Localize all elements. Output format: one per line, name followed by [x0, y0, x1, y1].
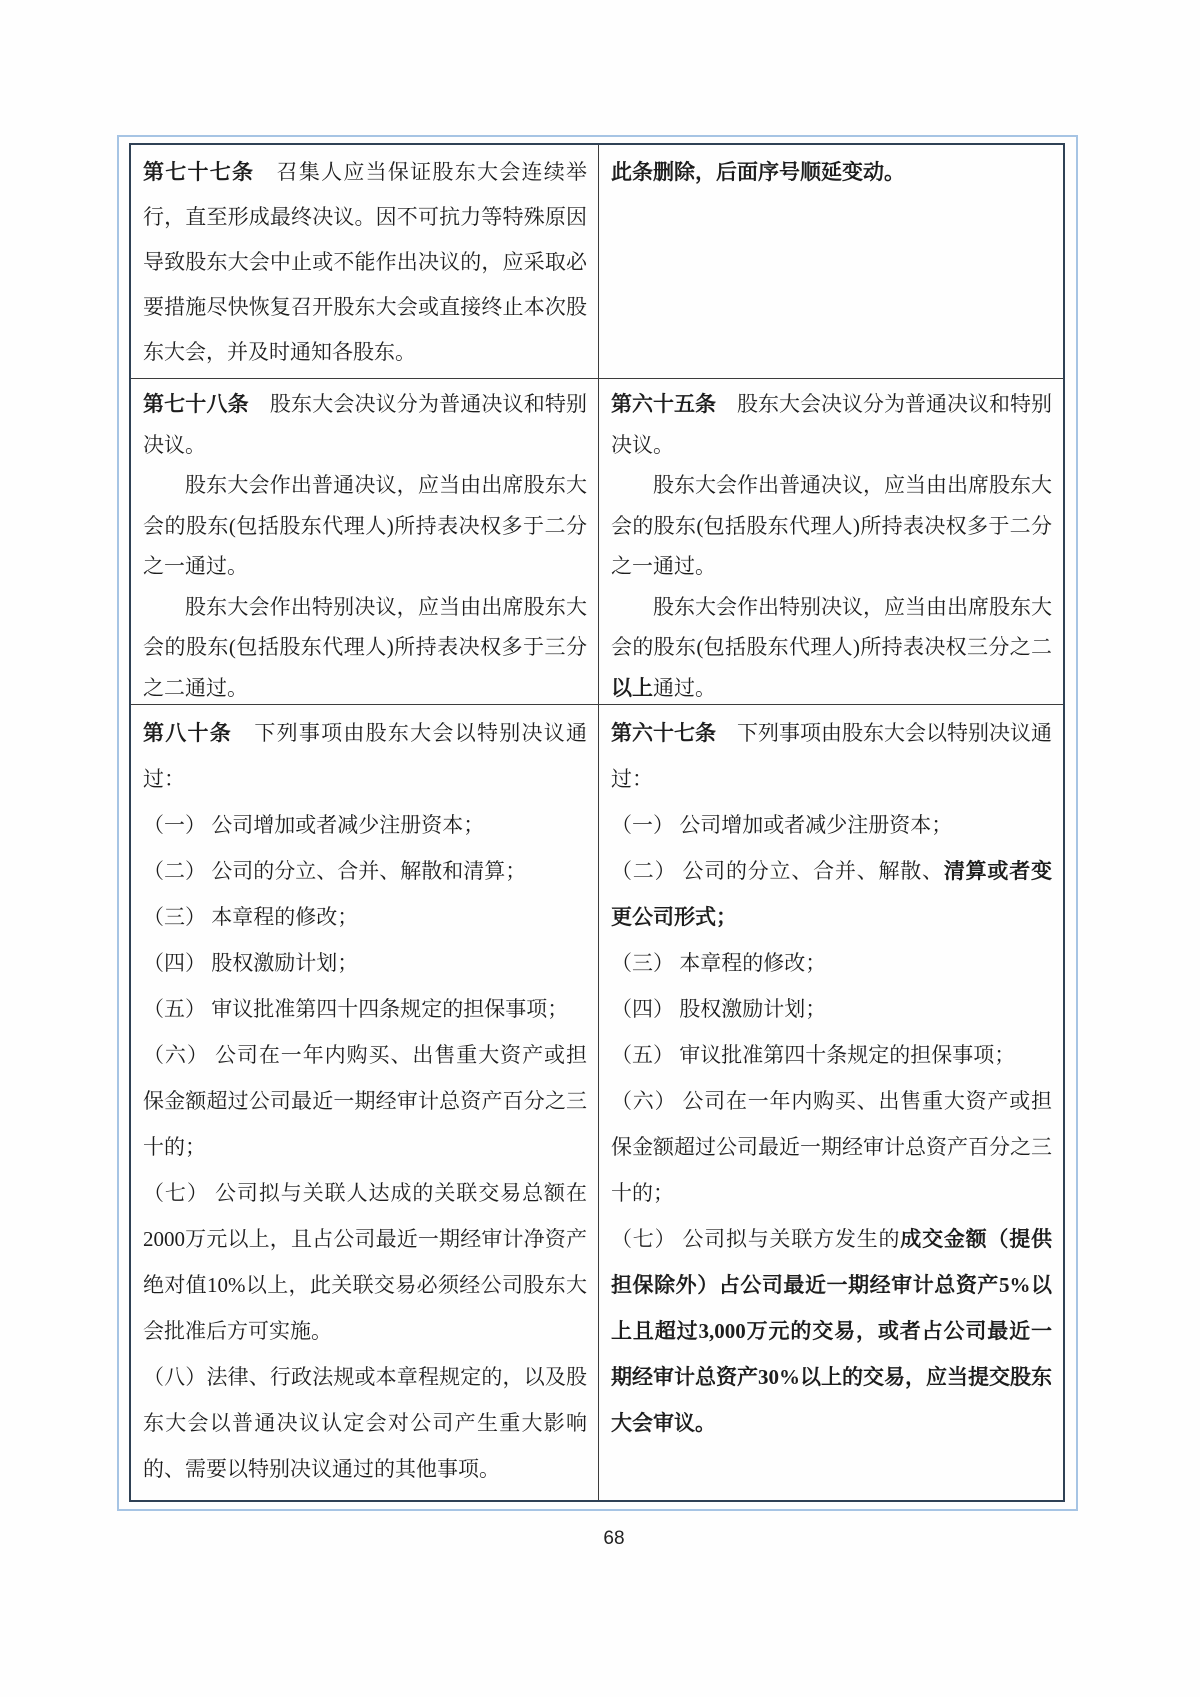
table-row — [131, 704, 1063, 1500]
clause-text: （五） 审议批准第四十条规定的担保事项； — [611, 1043, 1016, 1067]
emphasized-text: 以上 — [611, 675, 653, 700]
clause-text: （七） 公司拟与关联方发生的 — [611, 1227, 901, 1251]
clause-text: （六） 公司在一年内购买、出售重大资产或担保金额超过公司最近一期经审计总资产百分之三十的； — [143, 1043, 587, 1159]
emphasized-text: 成交金额（提供担保除外）占公司最近一期经审计总资产5%以上且超过3,000万元的交易，或者占公司最近一期经审计总资产30%以上的交易，应当提交股东大会审议。 — [611, 1227, 1053, 1435]
clause-paragraph — [611, 986, 1052, 1032]
clause-paragraph — [143, 150, 587, 375]
clause-text: 股东大会决议分为普通决议和特别决议。 — [143, 392, 587, 457]
clause-text: （五） 审议批准第四十四条规定的担保事项； — [143, 997, 569, 1021]
clause-paragraph — [143, 587, 587, 705]
clause-text: 召集人应当保证股东大会连续举行，直至形成最终决议。因不可抗力等特殊原因导致股东大会中止或不能作出决议的，应采取必要措施尽快恢复召开股东大会或直接终止本次股东大会，并及时通知各股东。 — [143, 160, 588, 364]
clause-paragraph — [611, 710, 1052, 802]
clause-paragraph — [143, 465, 587, 587]
clause-paragraph — [143, 940, 587, 986]
clause-text: （四） 股权激励计划； — [611, 997, 827, 1021]
clause-text: （三） 本章程的修改； — [611, 951, 827, 975]
clause-text: 下列事项由股东大会以特别决议通过： — [143, 721, 588, 791]
clause-text: （一） 公司增加或者减少注册资本； — [611, 813, 953, 837]
clause-paragraph — [611, 465, 1052, 587]
new-clause-cell — [599, 145, 1063, 378]
clause-paragraph — [611, 802, 1052, 848]
clause-paragraph — [611, 384, 1052, 465]
clause-paragraph — [611, 1078, 1052, 1216]
clause-text: （一） 公司增加或者减少注册资本； — [143, 813, 485, 837]
old-clause-cell — [131, 145, 599, 378]
clause-text: 股东大会作出特别决议，应当由出席股东大会的股东(包括股东代理人)所持表决权多于三分之二通过。 — [143, 594, 587, 700]
comparison-table — [129, 143, 1065, 1502]
clause-text: 股东大会作出普通决议，应当由出席股东大会的股东(包括股东代理人)所持表决权多于二分之一通过。 — [611, 473, 1052, 578]
clause-text: （四） 股权激励计划； — [143, 951, 359, 975]
clause-paragraph — [143, 384, 587, 465]
clause-text: 股东大会决议分为普通决议和特别决议。 — [611, 392, 1052, 457]
clause-paragraph — [143, 1170, 587, 1354]
clause-text: 股东大会作出普通决议，应当由出席股东大会的股东(包括股东代理人)所持表决权多于二分之一通过。 — [143, 473, 587, 578]
new-clause-cell — [599, 379, 1063, 704]
emphasized-text: 第七十七条 — [143, 160, 255, 184]
emphasized-text: 清算或者变更公司形式； — [611, 859, 1053, 929]
clause-paragraph — [143, 894, 587, 940]
new-clause-cell — [599, 705, 1063, 1500]
clause-paragraph — [143, 1032, 587, 1170]
old-clause-cell — [131, 379, 599, 704]
clause-text: 通过。 — [653, 675, 716, 700]
clause-text: （三） 本章程的修改； — [143, 905, 359, 929]
clause-paragraph — [611, 587, 1052, 705]
table-row — [131, 145, 1063, 378]
emphasized-text: 第六十七条 — [611, 721, 716, 745]
clause-paragraph — [611, 150, 1052, 195]
page-number: 68 — [603, 1528, 625, 1549]
clause-paragraph — [143, 802, 587, 848]
clause-text: （六） 公司在一年内购买、出售重大资产或担保金额超过公司最近一期经审计总资产百分之三十的； — [611, 1089, 1052, 1205]
clause-text: 股东大会作出特别决议，应当由出席股东大会的股东(包括股东代理人)所持表决权三分之二 — [611, 594, 1052, 659]
clause-text: （二） 公司的分立、合并、解散、 — [611, 859, 944, 883]
clause-paragraph — [143, 848, 587, 894]
emphasized-text: 第六十五条 — [611, 392, 716, 416]
clause-paragraph — [611, 1216, 1052, 1446]
clause-paragraph — [611, 848, 1052, 940]
clause-text: （七） 公司拟与关联人达成的关联交易总额在2000万元以上，且占公司最近一期经审计净资产绝对值10%以上，此关联交易必须经公司股东大会批准后方可实施。 — [143, 1181, 587, 1343]
emphasized-text: 此条删除，后面序号顺延变动。 — [611, 160, 905, 184]
clause-text: （二） 公司的分立、合并、解散和清算； — [143, 859, 527, 883]
clause-paragraph — [143, 1354, 587, 1492]
old-clause-cell — [131, 705, 599, 1500]
emphasized-text: 第七十八条 — [143, 392, 249, 416]
emphasized-text: 第八十条 — [143, 721, 233, 745]
table-row — [131, 378, 1063, 704]
clause-text: （八）法律、行政法规或本章程规定的，以及股东大会以普通决议认定会对公司产生重大影响的、需要以特别决议通过的其他事项。 — [143, 1365, 587, 1481]
clause-paragraph — [611, 940, 1052, 986]
clause-text: 下列事项由股东大会以特别决议通过： — [611, 721, 1052, 791]
clause-paragraph — [611, 1032, 1052, 1078]
clause-paragraph — [143, 986, 587, 1032]
clause-paragraph — [143, 710, 587, 802]
